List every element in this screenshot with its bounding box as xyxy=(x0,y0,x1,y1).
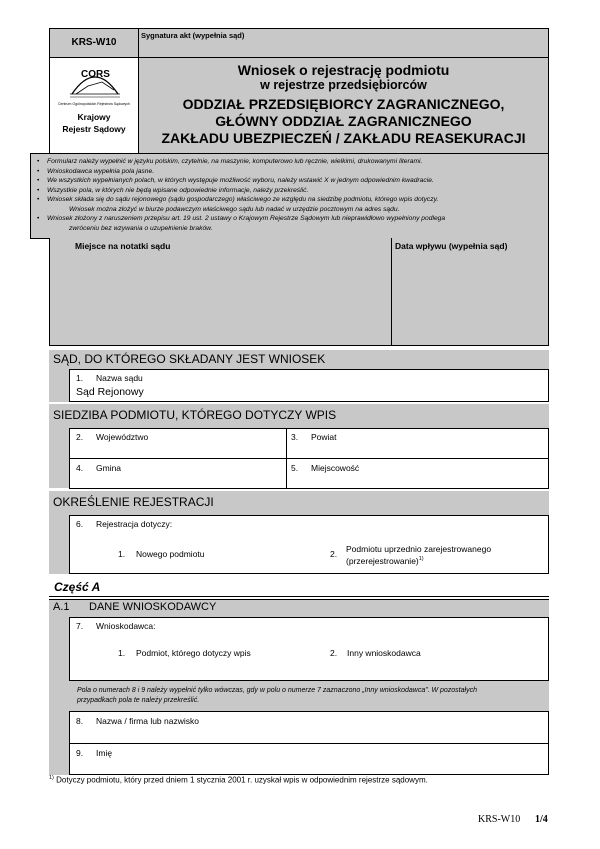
case-signature-label: Sygnatura akt (wypełnia sąd) xyxy=(141,31,245,40)
instruction-item: • Wniosek złożony z naruszeniem przepisu art. 19 ust. 2 ustawy o Krajowym Rejestrze Sądowym lub nieprawidłowo wypełniony podlega xyxy=(37,214,548,224)
field-number: 5. xyxy=(291,463,299,473)
field-number: 2. xyxy=(76,432,84,442)
field-number: 6. xyxy=(76,519,84,529)
instructions-list-2 xyxy=(31,214,548,224)
registration-type-field xyxy=(69,515,549,574)
instruction-item: • Wnioskodawca wypełnia pola jasne. xyxy=(37,167,548,177)
registration-field-strip xyxy=(49,515,69,574)
re-registration-label-line2: (przerejestrowanie) xyxy=(346,555,419,566)
field-number: 8. xyxy=(76,716,84,726)
instruction-item: • Formularz należy wypełnić w języku polskim, czytelnie, na maszynie, komputerowo lub ręcznie, wielkimi, drukowanymi literami. xyxy=(37,157,548,167)
subtitle-line3: ZAKŁADU UBEZPIECZEŃ / ZAKŁADU REASEKURACJI xyxy=(161,130,526,146)
voivodeship-field[interactable] xyxy=(69,428,287,459)
applicant-note-line1: Pola o numerach 8 i 9 należy wypełnić tylko wówczas, gdy w polu o numerze 7 zaznaczono „Inny wnioskodawca”. W pozostałych xyxy=(77,687,477,694)
new-entity-option[interactable]: Nowego podmiotu xyxy=(136,549,205,559)
applicant-label: Wnioskodawca: xyxy=(96,621,156,631)
county-field[interactable] xyxy=(286,428,549,459)
registry-name-line2: Rejestr Sądowy xyxy=(62,124,126,134)
field-number: 7. xyxy=(76,621,84,631)
re-registration-option[interactable] xyxy=(346,544,491,566)
logo-text: CORS xyxy=(81,69,110,80)
seat-field-strip xyxy=(49,428,69,488)
court-name-label: Nazwa sądu xyxy=(96,373,143,383)
voivodeship-label: Województwo xyxy=(96,432,149,442)
logo-cell xyxy=(49,57,139,154)
instructions-box xyxy=(30,153,549,239)
re-registration-label-line1: Podmiotu uprzednio zarejestrowanego xyxy=(346,544,492,554)
instructions-list xyxy=(31,157,548,205)
first-name-field[interactable] xyxy=(69,743,549,775)
a1-header xyxy=(49,599,549,617)
form-code-cell xyxy=(49,28,139,58)
section-registration-header xyxy=(49,491,549,515)
applicant-field xyxy=(69,617,549,681)
section-court-header xyxy=(49,350,549,369)
registry-name-line1: Krajowy xyxy=(77,112,111,122)
court-notes-area xyxy=(49,238,549,346)
court-field-strip xyxy=(49,369,69,402)
option-number: 2. xyxy=(330,648,338,658)
part-a-rule xyxy=(49,596,549,597)
locality-field[interactable] xyxy=(286,458,549,489)
commune-field[interactable] xyxy=(69,458,287,489)
applicant-note xyxy=(69,681,549,711)
field-number: 1. xyxy=(76,373,84,383)
footnote xyxy=(49,775,428,785)
footer-form-code: KRS-W10 xyxy=(478,814,521,825)
part-a-title: Część A xyxy=(54,580,101,594)
footnote-text: Dotyczy podmiotu, który przed dniem 1 stycznia 2001 r. uzyskał wpis w odpowiednim rejestrze sądowym. xyxy=(56,775,428,785)
subtitle-line2: GŁÓWNY ODDZIAŁ ZAGRANICZNEGO xyxy=(215,113,472,129)
name-field[interactable] xyxy=(69,711,549,744)
section-seat-header xyxy=(49,404,549,428)
section-registration-title: OKREŚLENIE REJESTRACJI xyxy=(53,495,214,509)
a1-title: DANE WNIOSKODAWCY xyxy=(89,601,217,613)
county-label: Powiat xyxy=(311,432,337,442)
option-number: 1. xyxy=(118,648,126,658)
applicant-note-line2: przypadkach pola te należy przekreślić. xyxy=(77,697,200,704)
instruction-continuation: Wniosek można złożyć w biurze podawczym właściwego sądu lub nadać w urzędzie pocztowym na adres sądu. xyxy=(69,205,400,213)
title-line1: Wniosek o rejestrację podmiotu xyxy=(237,62,450,78)
field-number: 4. xyxy=(76,463,84,473)
field-number: 3. xyxy=(291,432,299,442)
court-notes-label: Miejsce na notatki sądu xyxy=(75,241,171,251)
a1-strip xyxy=(49,617,69,775)
option-number: 1. xyxy=(118,549,126,559)
court-notes-divider xyxy=(391,238,392,345)
form-title-block xyxy=(138,57,549,154)
court-name-field[interactable] xyxy=(69,369,549,402)
court-name-value: Sąd Rejonowy xyxy=(76,386,144,398)
receipt-date-label: Data wpływu (wypełnia sąd) xyxy=(395,241,508,251)
subtitle-line1: ODDZIAŁ PRZEDSIĘBIORCY ZAGRANICZNEGO, xyxy=(182,96,505,112)
instruction-continuation: zwróceniu bez wzywania o uzupełnienie braków. xyxy=(69,224,213,232)
case-signature-field xyxy=(138,28,549,58)
field-number: 9. xyxy=(76,748,84,758)
a1-number: A.1 xyxy=(53,601,70,613)
page-number: 1/4 xyxy=(535,814,548,825)
instruction-item: • Wniosek składa się do sądu rejonowego (sądu gospodarczego) właściwego ze względu na siedzibę podmiotu, którego wpis dotyczy. xyxy=(37,195,548,205)
footnote-mark: 1) xyxy=(49,775,54,781)
section-seat-title: SIEDZIBA PODMIOTU, KTÓREGO DOTYCZY WPIS xyxy=(53,408,337,422)
instruction-item: • Wszystkie pola, w których nie będą wpisane odpowiednie informacje, należy przekreślić. xyxy=(37,186,548,196)
name-label: Nazwa / firma lub nazwisko xyxy=(96,716,199,726)
entity-applicant-option[interactable]: Podmiot, którego dotyczy wpis xyxy=(136,648,251,658)
commune-label: Gmina xyxy=(96,463,122,473)
instruction-item: • We wszystkich wypełnianych polach, w których występuje możliwość wyboru, należy wstawić X w jednym odpowiednim kwadracie. xyxy=(37,176,548,186)
title-line2: w rejestrze przedsiębiorców xyxy=(260,78,427,92)
logo-subtext: Centrum Ogólnopolskich Rejestrów Sądowych xyxy=(58,102,130,106)
registration-type-label: Rejestracja dotyczy: xyxy=(96,519,173,529)
first-name-label: Imię xyxy=(96,748,113,758)
form-code: KRS-W10 xyxy=(71,37,117,48)
section-court-title: SĄD, DO KTÓREGO SKŁADANY JEST WNIOSEK xyxy=(53,352,326,366)
locality-label: Miejscowość xyxy=(311,463,360,473)
other-applicant-option[interactable]: Inny wnioskodawca xyxy=(347,648,421,658)
option-number: 2. xyxy=(330,549,338,559)
footnote-ref: 1) xyxy=(418,556,424,562)
